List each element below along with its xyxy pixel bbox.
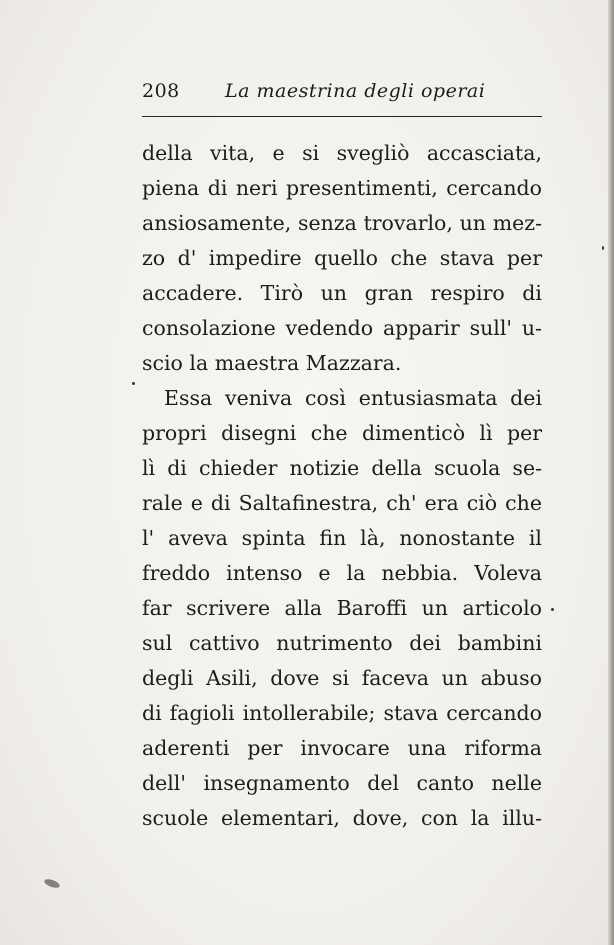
text-line: dell' insegnamento del canto nelle [142,771,542,795]
page-header [142,80,542,110]
text-line: degli Asili, dove si faceva un abuso [142,666,542,690]
text-line: freddo intenso e la nebbia. Voleva [142,561,542,585]
text-line: far scrivere alla Baroffi un articolo [142,596,542,620]
running-title: La maestrina degli operai [225,80,486,102]
text-line: sul cattivo nutrimento dei bambini [142,631,542,655]
text-line: accadere. Tirò un gran respiro di [142,281,542,305]
text-line: della vita, e si svegliò accasciata, [142,141,542,165]
text-line: piena di neri presentimenti, cercando [142,176,542,200]
paper-speck [602,246,604,250]
text-line-paragraph-end: scio la maestra Mazzara. [142,351,402,375]
text-line: zo d' impedire quello che stava per [142,246,542,270]
text-line: aderenti per invocare una riforma [142,736,542,760]
ink-smudge [43,877,60,889]
text-line: rale e di Saltafinestra, ch' era ciò che [142,491,542,515]
text-line: l' aveva spinta fin là, nonostante il [142,526,542,550]
paper-speck [551,608,554,611]
page-number: 208 [142,80,180,102]
text-line: propri disegni che dimenticò lì per [142,421,542,445]
paper-speck [132,382,135,385]
text-line: consolazione vedendo apparir sull' u- [142,316,542,340]
text-line: di fagioli intollerabile; stava cercando [142,701,542,725]
text-line: ansiosamente, senza trovarlo, un mez- [142,211,542,235]
header-rule [142,116,542,117]
body-text [142,136,542,836]
text-line: scuole elementari, dove, con la illu- [142,806,542,830]
page-edge [608,0,614,945]
text-line: lì di chieder notizie della scuola se- [142,456,542,480]
text-line-paragraph-start: Essa veniva così entusiasmata dei [164,386,542,410]
